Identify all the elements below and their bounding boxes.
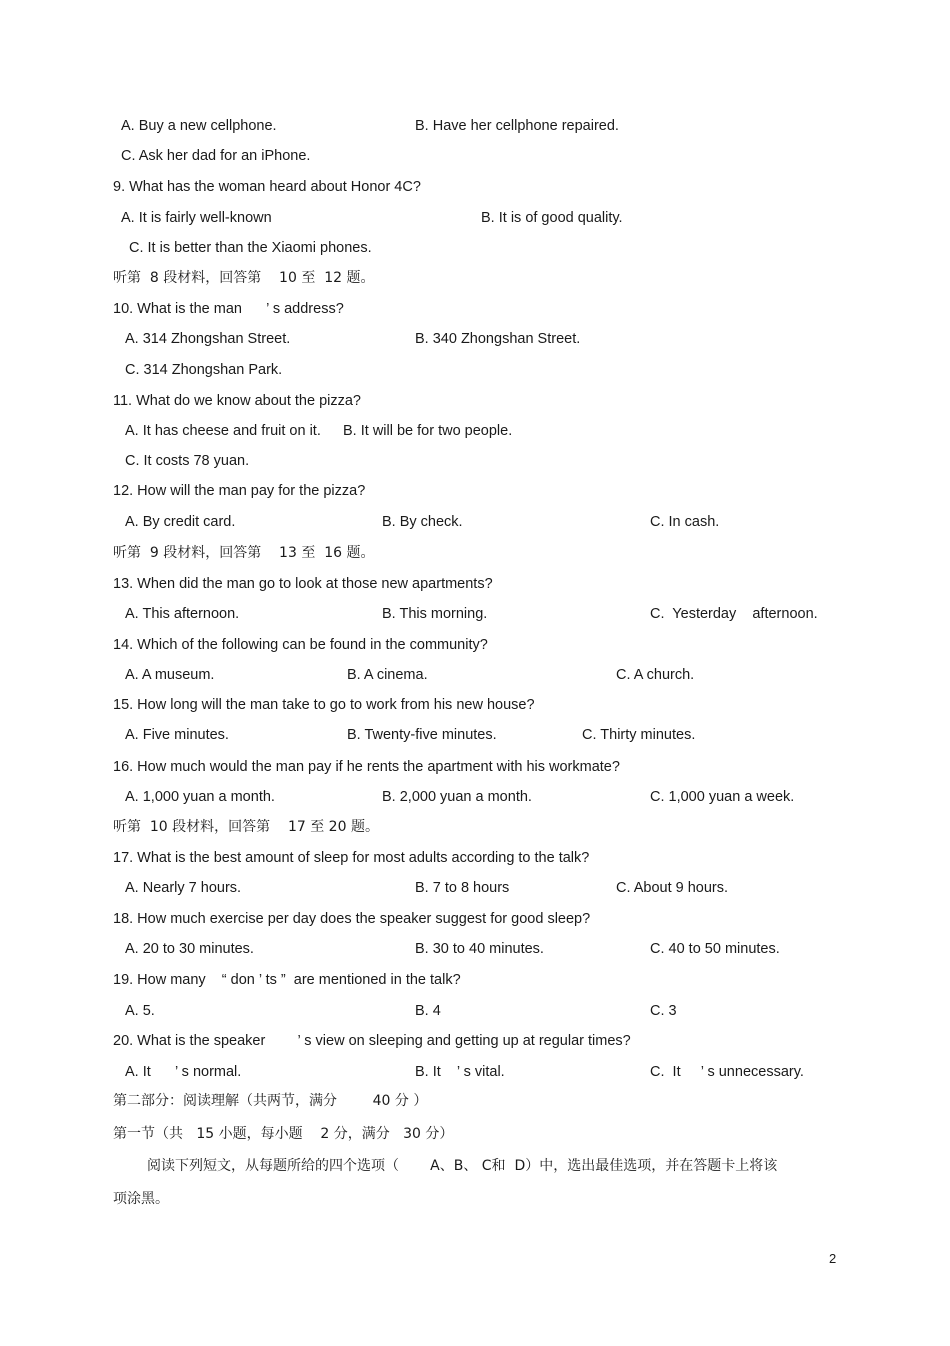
q10-option-a: A. 314 Zhongshan Street. [125,331,291,347]
reading-instruction-line-2: 项涂黑。 [113,1191,169,1207]
q11-question: 11. What do we know about the pizza? [113,393,361,409]
q9-option-b: B. It is of good quality. [481,210,623,226]
q13-option-c: C. Yesterday afternoon. [650,606,818,622]
q20-question: 20. What is the speaker ’ s view on sleeping and getting up at regular times? [113,1033,631,1049]
q14-option-b: B. A cinema. [347,667,428,683]
q9-option-c: C. It is better than the Xiaomi phones. [129,240,372,256]
q10-option-c: C. 314 Zhongshan Park. [125,362,283,378]
q10-option-b: B. 340 Zhongshan Street. [415,331,581,347]
q11-option-a: A. It has cheese and fruit on it. [125,423,321,439]
section-1-heading: 第一节（共 15 小题，每小题 2 分，满分 30 分） [113,1126,454,1142]
q11-option-b: B. It will be for two people. [343,423,513,439]
q16-question: 16. How much would the man pay if he rents the apartment with his workmate? [113,759,620,775]
q14-option-c: C. A church. [616,667,695,683]
reading-instruction-line-1: 阅读下列短文，从每题所给的四个选项（ A、B、 C和 D）中，选出最佳选项，并在答题卡上将该 [147,1158,778,1174]
q19-option-a: A. 5. [125,1003,155,1019]
q20-option-b: B. It ’ s vital. [415,1064,505,1080]
section-10-instruction: 听第 10 段材料，回答第 17 至 20 题。 [113,819,379,835]
q18-option-b: B. 30 to 40 minutes. [415,941,544,957]
q13-option-a: A. This afternoon. [125,606,240,622]
section-8-instruction: 听第 8 段材料，回答第 10 至 12 题。 [113,270,375,286]
q13-question: 13. When did the man go to look at those new apartments? [113,576,493,592]
q19-option-b: B. 4 [415,1003,441,1019]
q16-option-c: C. 1,000 yuan a week. [650,789,795,805]
q14-question: 14. Which of the following can be found in the community? [113,637,488,653]
q8-option-b: B. Have her cellphone repaired. [415,118,619,134]
q17-question: 17. What is the best amount of sleep for most adults according to the talk? [113,850,590,866]
q19-question: 19. How many “ don ’ ts ” are mentioned in the talk? [113,972,461,988]
q8-option-a: A. Buy a new cellphone. [121,118,277,134]
q9-option-a: A. It is fairly well-known [121,210,272,226]
q20-option-a: A. It ’ s normal. [125,1064,242,1080]
q17-option-c: C. About 9 hours. [616,880,729,896]
q15-option-c: C. Thirty minutes. [582,727,696,743]
q16-option-b: B. 2,000 yuan a month. [382,789,532,805]
q18-option-a: A. 20 to 30 minutes. [125,941,254,957]
q15-option-b: B. Twenty-five minutes. [347,727,497,743]
page-number: 2 [829,1251,837,1266]
q12-option-b: B. By check. [382,514,463,530]
q18-option-c: C. 40 to 50 minutes. [650,941,780,957]
q12-question: 12. How will the man pay for the pizza? [113,483,366,499]
q15-question: 15. How long will the man take to go to work from his new house? [113,697,535,713]
q18-question: 18. How much exercise per day does the speaker suggest for good sleep? [113,911,591,927]
q10-question: 10. What is the man ’ s address? [113,301,344,317]
q8-option-c: C. Ask her dad for an iPhone. [121,148,311,164]
q16-option-a: A. 1,000 yuan a month. [125,789,275,805]
section-9-instruction: 听第 9 段材料，回答第 13 至 16 题。 [113,545,375,561]
q9-question: 9. What has the woman heard about Honor 4C? [113,179,421,195]
q19-option-c: C. 3 [650,1003,677,1019]
q12-option-a: A. By credit card. [125,514,236,530]
q13-option-b: B. This morning. [382,606,488,622]
q15-option-a: A. Five minutes. [125,727,229,743]
q17-option-b: B. 7 to 8 hours [415,880,510,896]
q11-option-c: C. It costs 78 yuan. [125,453,250,469]
q14-option-a: A. A museum. [125,667,215,683]
part-2-heading: 第二部分：阅读理解（共两节，满分 40 分 ） [113,1093,428,1109]
q17-option-a: A. Nearly 7 hours. [125,880,242,896]
q20-option-c: C. It ’ s unnecessary. [650,1064,804,1080]
q12-option-c: C. In cash. [650,514,720,530]
